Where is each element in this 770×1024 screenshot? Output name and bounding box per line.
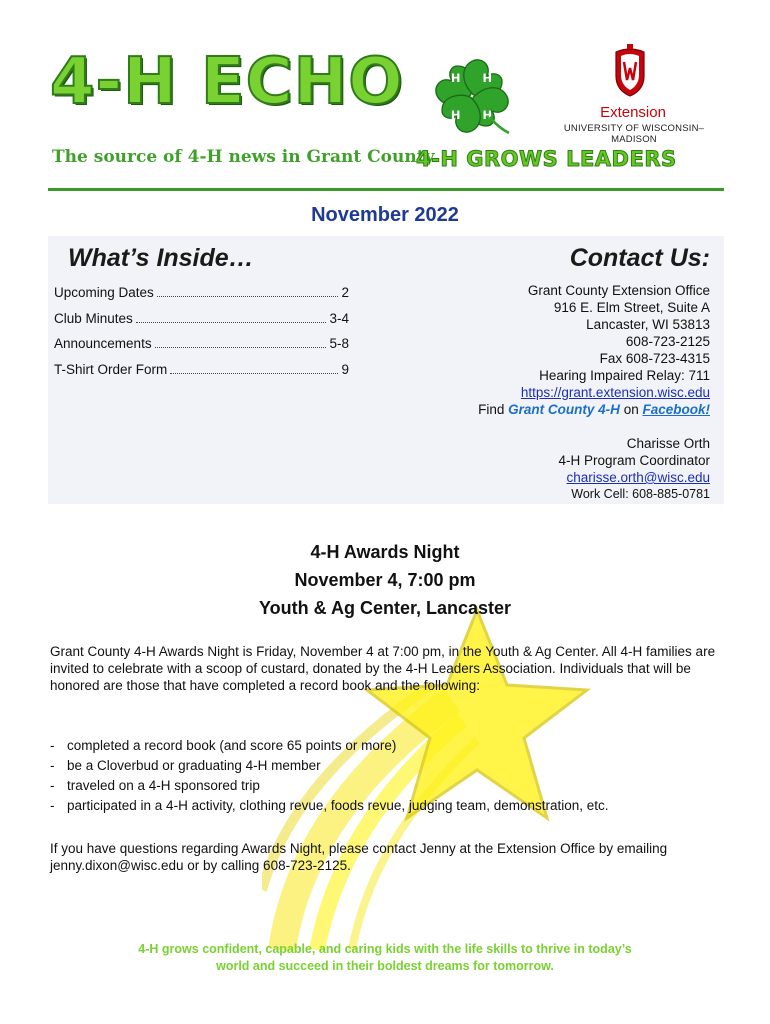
slogan: 4-H GROWS LEADERS: [416, 147, 677, 171]
list-item: - traveled on a 4-H sponsored trip: [50, 777, 722, 797]
extension-logo-text: Extension: [600, 104, 666, 121]
coordinator-cell: Work Cell: 608-885-0781: [571, 487, 710, 501]
header-divider: [48, 188, 724, 191]
criteria-text: traveled on a 4-H sponsored trip: [67, 778, 260, 793]
website-link[interactable]: https://grant.extension.wisc.edu: [520, 385, 710, 400]
coordinator-block: [420, 435, 710, 503]
event-title: 4-H Awards Night: [310, 542, 460, 562]
toc-page: 9: [341, 361, 349, 377]
uw-crest-icon: [610, 44, 650, 98]
issue-date: November 2022: [311, 204, 459, 226]
footer-line: world and succeed in their boldest dreams for tomorrow.: [216, 959, 554, 973]
toc-label: Upcoming Dates: [54, 285, 154, 300]
criteria-list: [50, 737, 722, 817]
footer-mission: [60, 941, 710, 975]
list-item: - be a Cloverbud or graduating 4-H member: [50, 757, 722, 777]
toc-label: Club Minutes: [54, 310, 133, 326]
toc-label: T-Shirt Order Form: [54, 361, 168, 377]
find-on: on: [623, 402, 639, 417]
toc-leader: [170, 373, 338, 374]
coordinator-title: 4-H Program Coordinator: [558, 453, 710, 468]
event-intro: Grant County 4-H Awards Night is Friday, November 4 at 7:00 pm, in the Youth & Ag Center. All 4-H families are invited to celebrate with a scoop of custard, donated by the 4-H Leaders Association. Individuals that will be honored are those that have completed a record book and the following:: [50, 644, 716, 693]
svg-text:H: H: [450, 70, 461, 85]
table-of-contents: [54, 285, 349, 387]
phone-number: 608-723-2125: [625, 334, 710, 349]
toc-item: [54, 362, 349, 388]
toc-page: 5-8: [329, 336, 349, 351]
relay-number: Hearing Impaired Relay: 711: [539, 368, 710, 383]
masthead-title: 4-H ECHO: [50, 45, 404, 119]
toc-item: [54, 285, 349, 311]
coordinator-email-link[interactable]: charisse.orth@wisc.edu: [566, 470, 710, 485]
contact-block: [420, 282, 710, 418]
toc-item: [54, 336, 349, 362]
list-item: - participated in a 4-H activity, clothing revue, foods revue, judging team, demonstration, etc.: [50, 797, 722, 817]
event-datetime: November 4, 7:00 pm: [294, 570, 476, 590]
event-closing: If you have questions regarding Awards Night, please contact Jenny at the Extension Office by emailing jenny.dixon@wisc.edu or by calling 608-723-2125.: [50, 841, 668, 873]
criteria-text: participated in a 4-H activity, clothing revue, foods revue, judging team, demonstration, etc.: [67, 798, 609, 813]
office-name: Grant County Extension Office: [527, 283, 710, 298]
toc-leader: [136, 322, 327, 323]
toc-leader: [155, 347, 327, 348]
toc-page: 3-4: [329, 310, 349, 326]
university-name: UNIVERSITY OF WISCONSIN–MADISON: [563, 123, 705, 145]
facebook-page-name: Grant County 4-H: [508, 402, 620, 417]
toc-label: Announcements: [54, 336, 152, 351]
svg-text:H: H: [482, 107, 493, 122]
city-state-zip: Lancaster, WI 53813: [586, 317, 710, 332]
list-item: - completed a record book (and score 65 points or more): [50, 737, 722, 757]
svg-text:H: H: [482, 70, 493, 85]
clover-icon: [428, 52, 516, 140]
toc-item: [54, 311, 349, 337]
fax-number: Fax 608-723-4315: [599, 351, 710, 366]
event-location: Youth & Ag Center, Lancaster: [258, 598, 512, 618]
event-heading: [0, 538, 770, 622]
contact-heading: Contact Us:: [569, 244, 710, 272]
facebook-link[interactable]: Facebook!: [642, 402, 710, 417]
svg-text:H: H: [450, 107, 461, 122]
facebook-line: [420, 401, 710, 418]
coordinator-name: Charisse Orth: [626, 436, 710, 451]
toc-page: 2: [341, 285, 349, 300]
tagline: The source of 4-H news in Grant County: [52, 147, 435, 167]
street-address: 916 E. Elm Street, Suite A: [553, 300, 710, 315]
find-prefix: Find: [478, 402, 505, 417]
criteria-text: completed a record book (and score 65 points or more): [67, 738, 397, 753]
toc-leader: [157, 296, 339, 297]
criteria-text: be a Cloverbud or graduating 4-H member: [67, 758, 321, 773]
footer-line: 4-H grows confident, capable, and caring kids with the life skills to thrive in today’s: [138, 942, 632, 956]
whats-inside-heading: What’s Inside…: [68, 244, 254, 272]
